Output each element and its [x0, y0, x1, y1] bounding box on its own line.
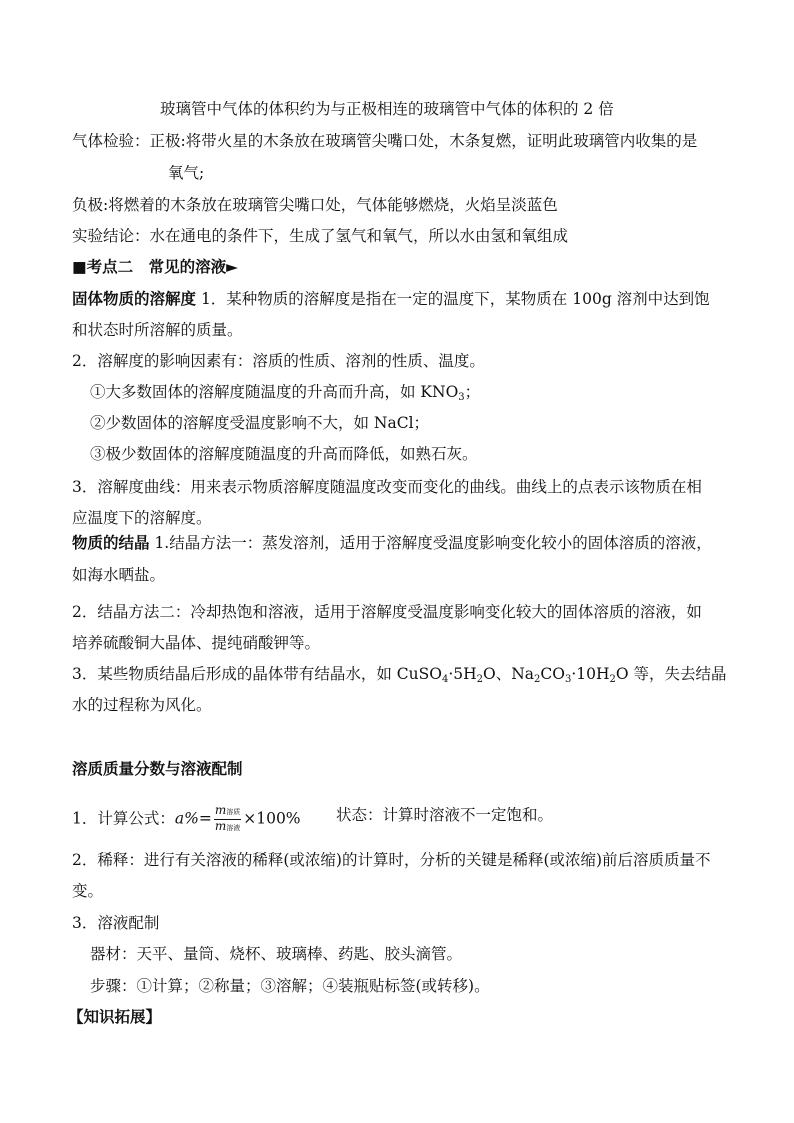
subscript: 3 [565, 674, 572, 685]
crystallization-text: 1.结晶方法一：蒸发溶剂，适用于溶解度受温度影响变化较小的固体溶质的溶液， [149, 534, 712, 552]
line-crystallization-3 [72, 663, 727, 691]
numerator-subscript: 溶质 [226, 808, 241, 816]
solubility-def-text: 1．某种物质的溶解度是指在一定的温度下，某物质在 100g 溶剂中达到饱 [196, 290, 710, 308]
line-crystallization-2-cont: 培养硫酸铜大晶体、提纯硝酸钾等。 [72, 634, 321, 652]
denominator-m: m [214, 819, 227, 833]
line-curve: 3．溶解度曲线：用来表示物质溶解度随温度改变而变化的曲线。曲线上的点表示该物质在相 [72, 478, 702, 496]
line-steps: 步骤：①计算；②称量；③溶解；④装瓶贴标签(或转移)。 [90, 977, 490, 995]
line-oxygen: 氧气; [168, 164, 205, 182]
c3-part: O 等，失去结晶 [615, 665, 727, 683]
line-dilution: 2．稀释：进行有关溶液的稀释(或浓缩)的计算时，分析的关键是稀释(或浓缩)前后溶质质量不 [72, 851, 711, 869]
knowledge-extension-heading: 【知识拓展】 [68, 1007, 162, 1026]
term-solubility: 固体物质的溶解度 [72, 289, 197, 308]
line-gas-test-negative: 负极:将燃着的木条放在玻璃管尖嘴口处，气体能够燃烧，火焰呈淡蓝色 [72, 196, 558, 214]
formula-label: 1．计算公式： [72, 809, 175, 828]
term-crystallization: 物质的结晶 [72, 533, 150, 552]
subscript: 3 [458, 392, 465, 403]
line-solubility-def [72, 288, 710, 310]
line-dilution-cont: 变。 [72, 882, 104, 900]
denominator-subscript: 溶液 [226, 824, 241, 832]
line-gas-test-positive: 气体检验：正极:将带火星的木条放在玻璃管尖嘴口处，木条复燃，证明此玻璃管内收集的是 [72, 132, 698, 150]
numerator-m: m [214, 803, 227, 817]
subscript: 2 [609, 674, 616, 685]
formula-fraction [214, 804, 241, 835]
line-crystallization [72, 532, 712, 554]
line-gas-volume: 玻璃管中气体的体积约为与正极相连的玻璃管中气体的体积的 2 倍 [160, 100, 614, 118]
line-preparation: 3．溶液配制 [72, 914, 160, 932]
line-crystallization-2: 2．结晶方法二：冷却热饱和溶液，适用于溶解度受温度影响变化较大的固体溶质的溶液，如 [72, 603, 702, 621]
line-factor-b: ②少数固体的溶解度受温度影响不大，如 NaCl； [90, 414, 430, 432]
line-factor-a [90, 381, 480, 409]
section-heading-solutions: ■考点二 常见的溶液► [72, 257, 239, 276]
line-formula [72, 804, 301, 835]
c3-part: CO [540, 665, 565, 683]
c3-part: ·10H [571, 665, 610, 683]
line-tools: 器材：天平、量筒、烧杯、玻璃棒、药匙、胶头滴管。 [90, 945, 463, 963]
c3-part: O、Na [483, 665, 535, 683]
line-solubility-cont: 和状态时所溶解的质量。 [72, 321, 243, 339]
line-conclusion: 实验结论：水在通电的条件下，生成了氢气和氧气，所以水由氢和氧组成 [72, 227, 569, 245]
section-heading-mass-fraction: 溶质质量分数与溶液配制 [72, 759, 243, 778]
subscript: 2 [534, 674, 541, 685]
line-curve-cont: 应温度下的溶解度。 [72, 509, 212, 527]
line-crystallization-cont: 如海水晒盐。 [72, 566, 166, 584]
line-factors: 2．溶解度的影响因素有：溶质的性质、溶剂的性质、温度。 [72, 352, 485, 370]
line-factor-c: ③极少数固体的溶解度随温度的升高而降低，如熟石灰。 [90, 445, 478, 463]
factor-a-text: ①大多数固体的溶解度随温度的升高而升高，如 KNO [90, 383, 459, 401]
c3-part: ·5H [448, 665, 477, 683]
line-crystallization-3-cont: 水的过程称为风化。 [72, 696, 212, 714]
subscript: 2 [476, 674, 484, 685]
formula-times: ×100% [243, 809, 301, 828]
line-state: 状态：计算时溶液不一定饱和。 [336, 806, 554, 824]
subscript: 4 [441, 674, 449, 685]
c3-part: 3．某些物质结晶后形成的晶体带有结晶水，如 CuSO [72, 665, 442, 683]
factor-a-end: ； [464, 383, 481, 401]
formula-lhs: a%= [174, 809, 212, 828]
